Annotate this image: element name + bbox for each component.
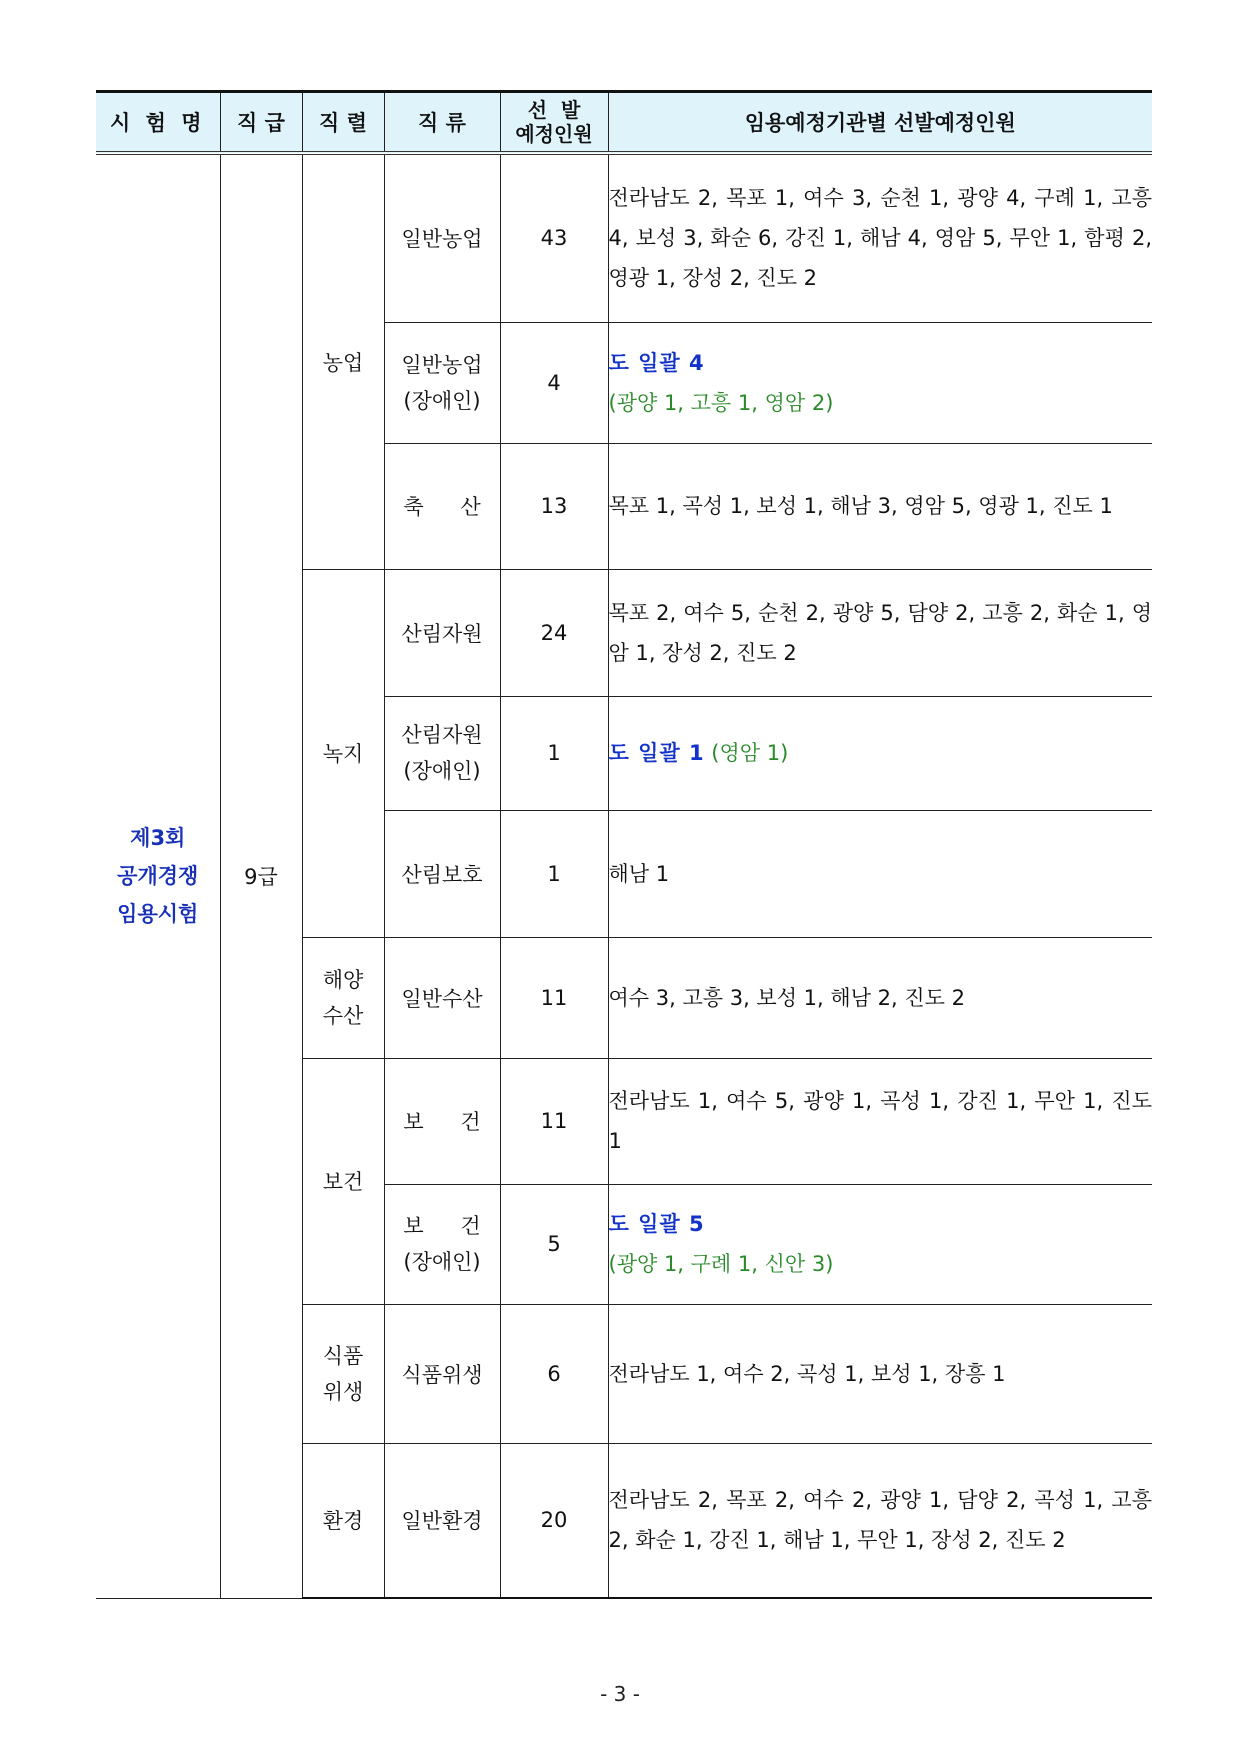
exam-name-line: 임용시험: [117, 902, 199, 927]
header-agencies: 임용예정기관별 선발예정인원: [608, 92, 1152, 154]
detail-bold: 도 일괄 1: [608, 741, 705, 765]
category-cell: 일반수산: [384, 937, 500, 1058]
series-env: 환경: [302, 1443, 384, 1598]
detail-sub: (광양 1, 고흥 1, 영암 2): [608, 390, 834, 415]
detail-cell: [608, 696, 1152, 810]
category-cell: 식품위생: [384, 1304, 500, 1443]
detail-cell: 목포 1, 곡성 1, 보성 1, 해남 3, 영암 5, 영광 1, 진도 1: [608, 443, 1152, 569]
detail-sub: (광양 1, 구례 1, 신안 3): [608, 1252, 834, 1276]
table-row: [96, 153, 1152, 322]
category-cell: 축 산: [384, 443, 500, 569]
series-agri: 농업: [302, 153, 384, 569]
category-cell: 산림자원 (장애인): [384, 696, 500, 810]
count-cell: 20: [500, 1443, 608, 1598]
detail-cell: 전라남도 2, 목포 1, 여수 3, 순천 1, 광양 4, 구례 1, 고흥 4, 보성 3, 화순 6, 강진 1, 해남 4, 영암 5, 무안 1, 함평 2, 영광 1, 장성 2, 진도 2: [608, 153, 1152, 322]
grade-cell: 9급: [220, 153, 302, 1598]
detail-cell: [608, 322, 1152, 443]
detail-cell: 전라남도 1, 여수 2, 곡성 1, 보성 1, 장흥 1: [608, 1304, 1152, 1443]
detail-cell: 목포 2, 여수 5, 순천 2, 광양 5, 담양 2, 고흥 2, 화순 1, 영암 1, 장성 2, 진도 2: [608, 569, 1152, 696]
category-cell: 보 건 (장애인): [384, 1184, 500, 1304]
header-count-line2: 예정인원: [515, 122, 593, 146]
count-cell: 24: [500, 569, 608, 696]
series-forest: 녹지: [302, 569, 384, 937]
series-health: 보건: [302, 1058, 384, 1304]
category-cell: 일반농업 (장애인): [384, 322, 500, 443]
detail-cell: 전라남도 2, 목포 2, 여수 2, 광양 1, 담양 2, 곡성 1, 고흥 2, 화순 1, 강진 1, 해남 1, 무안 1, 장성 2, 진도 2: [608, 1443, 1152, 1598]
category-cell: 산림보호: [384, 810, 500, 937]
count-cell: 1: [500, 696, 608, 810]
count-cell: 11: [500, 1058, 608, 1184]
page-number: - 3 -: [600, 1682, 640, 1706]
detail-sub: (영암 1): [711, 741, 789, 765]
category-cell: 일반환경: [384, 1443, 500, 1598]
count-cell: 11: [500, 937, 608, 1058]
count-cell: 4: [500, 322, 608, 443]
series-food: 식품 위생: [302, 1304, 384, 1443]
header-count: [500, 92, 608, 154]
count-cell: 1: [500, 810, 608, 937]
count-cell: 13: [500, 443, 608, 569]
detail-bold: 도 일괄 5: [608, 1212, 705, 1236]
category-cell: 산림자원: [384, 569, 500, 696]
exam-name-cell: [96, 153, 220, 1598]
recruitment-table: [96, 90, 1152, 1599]
header-grade: 직 급: [220, 92, 302, 154]
table-header-row: [96, 92, 1152, 154]
count-cell: 43: [500, 153, 608, 322]
category-cell: 보 건: [384, 1058, 500, 1184]
header-series: 직 렬: [302, 92, 384, 154]
count-cell: 6: [500, 1304, 608, 1443]
category-cell: 일반농업: [384, 153, 500, 322]
series-marine: 해양 수산: [302, 937, 384, 1058]
exam-name-line: 제3회: [130, 826, 186, 851]
detail-cell: 여수 3, 고흥 3, 보성 1, 해남 2, 진도 2: [608, 937, 1152, 1058]
header-category: 직 류: [384, 92, 500, 154]
header-exam: 시 험 명: [96, 92, 220, 154]
detail-cell: 해남 1: [608, 810, 1152, 937]
detail-bold: 도 일괄 4: [608, 350, 705, 375]
detail-cell: [608, 1184, 1152, 1304]
count-cell: 5: [500, 1184, 608, 1304]
detail-cell: 전라남도 1, 여수 5, 광양 1, 곡성 1, 강진 1, 무안 1, 진도 1: [608, 1058, 1152, 1184]
header-count-line1: 선 발: [527, 98, 581, 122]
exam-name-line: 공개경쟁: [117, 864, 199, 889]
